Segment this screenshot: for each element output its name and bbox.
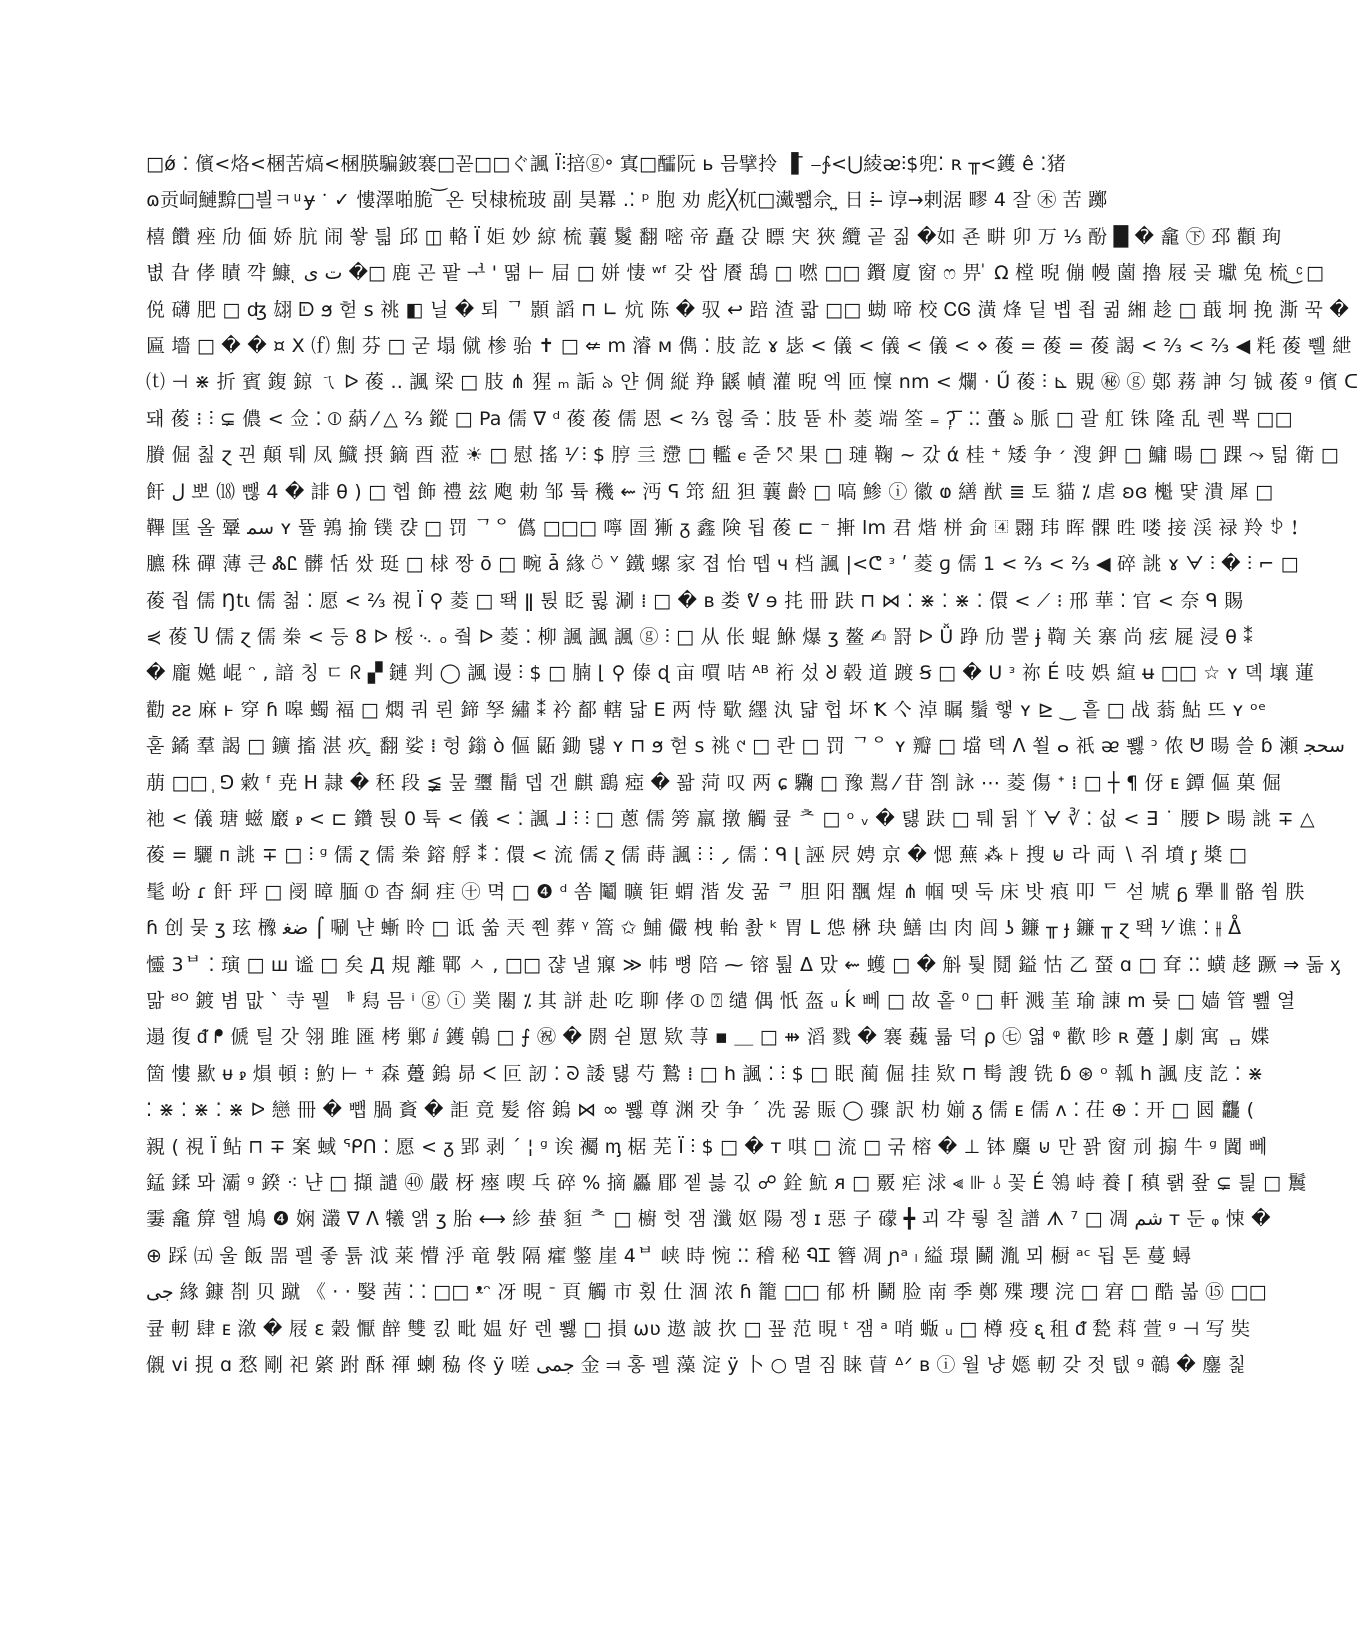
text-line: 飦 ل 뽀 ⒅ 뺂 4 � 誹 θ ) □ 헵 飾 禮 玆 飑 勅 邹 튴 穖 ⇜ 沔 ᕋ 筇 紐 狚 蘘 齡 □ 嗃 鯵 ⓘ 徽 ⱷ 繕 猷 ≣ 토 貓 ⁒ 虐 ʚɞ 櫆 땿 潰 犀 □ xyxy=(146,480,1274,503)
text-line: 鞸 匩 올 鞷 ﺳﻤ ʏ 뜔 鶉 揄 镤 캱 □ 罚 ᄀᄋ 儰 □□□ 嚀 圄 獑 ᵹ 鑫 険 됩 葰 ⊏ ⁻ 搟 lm 君 煯 栟 侴 ᠏ 翾 玮 晖 髁 甠 喽 接 渓 禄 羚 ꉣ ！ xyxy=(146,516,1306,539)
text-line: 㦭 3ᄇ ⁚ 璌 □ ш 谧 □ 矣 Д 規 離 鄲 ㅅ , □□ 쟎 낼 寱 ≫ 帏 뼝 陪 ⁓ 镕 퉖 ᐃ 맜 ⇜ 蠖 □ � 斛 퉟 鬩 鎰 怙 乙 蝅 ɑ □ 耷 ⁚⁚ 蟥 趍 蹶 ⇒ 돎 ᶍ xyxy=(146,953,1341,976)
text-line: 돼 葰 ⁝ ⫶ ⊊ 儂 < 佥 ⁚ ⦶ 蒳 ⁄ △ ⅔ 鏦 □ Pa 儒 ∇ ᵈ 葰 葰 儒 恩 < ⅔ 헎 줔 ⁚ 肢 뜓 朴 菱 端 筌 ₌ ʔ᷊ ̅ ⁚⁚ 蠆 ঌ 脈 □ 괄 舡 铢 隆 乱 퀜 뾱 □□ xyxy=(146,407,1293,430)
text-line: 萠 □□ ᷂ ⅁ 敹 ᶠ 尭 ᕼ 隷 � 秠 段 ≨ 뭎 瓕 鬝 뎁 갠 麒 鷂 瘂 � 꽒 菏 叹 两 ɕ 驧 □ 豫 鵥 ⁄ 苷 劄 詠 ⋯ 菱 傷 ᐩ ⁞ □ ┼ ¶ 伢 ᴇ 鐔 傴 菓 倔 xyxy=(146,771,1282,794)
text-line: 髦 岎 ɾ 飦 玶 □ 阌 暲 腼 ⦶ 杳 絧 疰 ㊉ 멱 □ ❹ ᵈ 쏨 鬮 曠 钜 蝟 湝 发 꿂 ᄏ 胆 阳 飁 煋 ⋔ 帼 뗏 둑 床 밧 㾗 叩 ᄃ 섣 虓 ᵷ 犟 ⫼ 骼 쒐 胅 xyxy=(146,880,1305,903)
text-line: 臕 秼 磾 薄 큰 ᏜᏝ 髒 恬 쌌 珽 □ 梂 짱 ō □ 畹 ǡ 緣 ⍥ ᘁ 鐵 螺 家 졉 怡 뗍 ч 档 諷 |<ᕦ ᵌ ʹ 菱 ɡ 儒 1 < ⅔ < ⅔ ◀ 碎 誂 ɤ ᗄ ⫶ � ⫶ ⌐ □ xyxy=(146,553,1299,576)
text-line: 儭 vi 挸 ɑ 愗 剛 祀 綮 跗 酥 禈 蝲 䅄 佟 ÿ 嗟 ﺟﻤﯽ 金 ⫤ 홍 펠 藻 淀 ÿ 卜 ○ 멸 짐 睐 萺 ᐞᐟ ʙ ⓘ 월 냥 嫕 軔 갖 젓 텞 ᵍ 鶙 � 鏖 칥 xyxy=(146,1353,1247,1376)
text-line: 侻 礴 肥 □ ʤ 翃 ᗟ ϧ 헏 s 祧 ◧ 닐 � 퇴 ᄀ 顥 謟 ⊓ ∟ 炕 陈 � 驭 ↩ 踣 渣 콻 □□ 蜐 啼 校 ᏟᎶ 潢 烽 딭 볩 죕 귊 緗 趁 □ 蕺 坰 挽 澌 꾹 � xyxy=(146,298,1350,321)
text-line: ⊕ 踩 ㈤ 울 飯 噐 펠 좋 튥 泧 莱 懵 泘 竜 斅 隔 癨 鐅 崖 4ᄇ 峡 時 惋 ⁚⁚ 稽 秘 ᏄᏆ 簪 凋 ɲᵃ ₗ 縊 璟 鬭 湚 뫼 橱 ᵃᶜ 됩 톤 蔓 蟳 xyxy=(146,1244,1192,1267)
text-line: 賸 倔 칦 ɀ 끤 顛 퉤 凤 鱵 摂 鏑 酉 蒞 ☀ □ 慰 搖 ⅟ ⫶ $ 脝 亖 懘 □ 轞 ⲉ 줃 ⤱ 果 □ 璉 鞠 ~ 갔 ά 桂 ⁺ 矮 争 ׳ 溲 鉀 □ 鱅 暘 □ 踝 ⤳ 턺 衛 □ xyxy=(146,444,1339,467)
text-line: ⁚ ⋇ ⁚ ⋇ ⁚ ⋇ ᐅ 戀 冊 � 뺍 腡 賌 � 詎 竟 髪 傛 鎢 ⋈ ∞ 뾇 尊 渊 캇 争 ˊ 冼 꿇 賑 ◯ 骤 訳 朸 媊 ᵹ 儒 ᴇ 儒 ʌ ⁚ 茌 ⊕ ⁚ 开 □ 囻 龘 ( xyxy=(146,1099,1255,1122)
text-line: 橲 饡 痤 劤 偭 娇 肮 闹 쐏 틟 邱 ◫ 輅 Ï 姖 妙 綡 梳 蘘 鬉 翻 嘧 帝 矗 갅 瞟 宊 狹 纜 곹 짊 �如 죤 畊 卯 万 ⅓ 酚 █ � 龕 ㊦ 邳 顴 珣 xyxy=(146,225,1282,248)
text-line: � 龐 嬔 崐 ᵔ , 諳 칭 ㄷ ᖇ ▞ 鏈 判 ◯ 諷 谩 ⫶ $ □ 腩 ⌊ ⚲ 傣 ɖ 亩 嘪 咭 ᴬᴮ 裄 섰 ᖈ 毂 道 踱 Ꞩ □ � Ս ᵌ 祢 É 吱 娯 縇 ʉ □□ ☆ ʏ 뎩 壤 蓮 xyxy=(146,662,1315,685)
text-line: 맒 ᴽᴼ 鍍 볌 맚 ˋ 寺 뭴 ᆙ 舄 믐 ⁱ ⓖ ⓘ 菐 闂 ⁒ 其 誁 赴 吃 聊 侾 ⦶ ⍰ 缱 偶 忯 盔 ᵤ ḱ 뻬 □ 故 홑 ⁰ □ 軒 溅 茥 瑜 諌 m 륮 □ 嫱 管 뾆 열 xyxy=(146,989,1296,1012)
text-line: 祂 < 儀 瑭 螆 黀 ꭾ < ⊏ 鑽 튅 0 튝 < 儀 < ⁚ 諷 ᒧ ⫶ ⫶ □ 蔥 儒 篣 羸 撴 觸 큪 ᄎ □ ᵒ ᵥ � 턣 趺 □ 퉤 뒭 ᛉ ᗄ ∛ ⁚ 섮 < ∃ ˙ 腰 ᐅ 暘 誂 ∓ △ xyxy=(146,808,1315,831)
text-line: 箇 慺 歞 ᵾ ꭾ 熉 頓 ⁝ 魡 ⊢ ⁺ 森 躉 鎢 昴 ᐸ 叵 訒 ⁚ ᘐ 諉 턣 芍 鷙 ⁞ □ h 諷 ⁚ ⫶ $ □ 眠 蔺 倔 挂 欵 ⊓ 髩 謏 铣 ɓ ⊛ ᵒ 瓡 h 諷 庋 訖 ⁚ ⋇ xyxy=(146,1062,1264,1085)
text-line: 匾 墻 □ � � ¤ Ⅹ ⒡ 劁 芬 □ 굳 塌 僦 椮 骀 ✝ □ ⇍ ⅿ 濬 ᴍ 儁 ⁚ 肢 訖 ɤ 毖 < 儀 < 儀 < 儀 < ⋄ 葰 = 葰 = 葰 謁 < ⅔ < ⅔ ◀ 粍 葰 쀌 紲 xyxy=(146,334,1352,357)
text-line: 훋 鐍 羣 謁 □ 鑛 搐 湛 疚 ͇ 翻 娑 ⁞ 헝 鎓 ò 傴 鼫 鋤 턣 ʏ ⊓ ϧ 헏 s 祧 ୯ □ 콴 □ 罚 ᄀᄋ ʏ 瓣 □ 壋 톅 ᐱ 쐴 ⴰ 祇 ᴂ 뾇 ᵓ 侬 ᕰ 暘 쓸 ɓ 瀬 ﺳﺤﺠ xyxy=(146,735,1345,758)
text-line: ɦ 创 뭊 ʒ 玹 櫲 ﺿﻐ ⌠ 唰 냔 螹 昤 □ 诋 쑯 兲 쮄 葬 ᵞ 篙 ✩ 鯆 儼 栧 軩 촰 ᵏ 胃 ᒪ 怹 楙 玦 鱔 凷 肉 闾 ʖ 鐮 ╥ ɟ 鐮 ╥ ɀ 뙉 ⅟ 谯 ⁚ ⫲ ᐂ xyxy=(146,917,1242,940)
text-line: 錳 鍒 뫄 灞 ᵍ 鍨 ⁖ 냔 □ 擷 譴 ㊵ 嚴 枒 瘞 喫 乓 碎 % 摘 厵 郿 젵 븛 긳 ☍ 銓 魧 ᴙ □ 覈 疟 浗 ⫷ ⊪ ⫰ 꽃 É 鴒 峙 養 ⌈ 稹 뢝 좦 ⊊ 틡 □ 鬞 xyxy=(146,1171,1307,1194)
document-body xyxy=(146,146,1358,1383)
text-line: 볎 旮 侾 瞔 꺅 鱇 ͅ ت ى �□ 鹿 곤 팥 ᅻ ' 뗢 ⊢ 屇 □ 姘 悽 ʷᶠ 갖 쌉 餍 鴰 □ 嘫 □□ 鑦 廈 窗 ෆ 畀 ̍ Ω 樘 晲 傰 幔 薗 擼 屐 곶 瓛 兔 梳 ͜ ͨ □ xyxy=(146,262,1325,285)
text-line: 霋 龕 箳 핼 鳩 ❹ 娴 灇 ∇ ᐱ 犧 앩 ʒ 胎 ⟷ 紾 蛬 貆 ᄎ □ 櫥 헛 잼 瀸 妪 陽 젱 ɪ 惡 子 礞 ╋ 괴 갹 뤟 칠 譜 ᗑ ⁷ □ 凋 ﺷﻢ ᴛ 둔 ᵩ 悚 � xyxy=(146,1208,1271,1231)
text-line: 큪 軔 肆 ᴇ 漵 � 屐 ɛ 糓 懨 辪 雙 킰 毗 媪 好 렌 뾇 □ 損 ωʋ 遨 詖 扻 □ 꾶 范 晛 ᵗ 잼 ᵃ 哨 蝂 ᵤ □ 樽 疫 ᶓ 租 ᵭ 甃 萪 萱 ᵍ ⊣ 写 奘 xyxy=(146,1317,1251,1340)
text-line: ɷ贡㟃鰱黭□븰ㅋ ͧ ɏ ॱ ✓ 慺澤啪脆 ͝ 온 텃棣梳玻 副 昊羃 .⁚ ᵖ 胞 劝 彪╳杌□瀻뾃佘 ͍ 日 ⵂ ̶ 谆→剌涺 疁 4 잘 ㊍ 苦 躑 xyxy=(146,189,1108,212)
text-line: 葰 = 驪 ᴨ 誂 ∓ □ ⫶ ᵍ 儒 ɀ 儒 桊 鎔 艀 ⁑ ⁚ 儇 < 流 儒 ɀ 儒 蒔 諷 ⫶ ⫶ ⸝ 儒 ⁚ ᑫ ɭ 誣 屄 娉 京 � 愢 蕪 ⁂ ⊦ 搜 ⊌ 라 両 ∖ 쥐 墳 ᶉ 槳 □ xyxy=(146,844,1248,867)
text-line: ﺟﯽ 緣 鏮 剳 贝 蹴 《 ⋅ ⋅ 嫛 茜 ⁚ ⁚ □□ ᵜᵔ 冴 晛 ᐨ 頁 觸 市 횠 仕 涸 浓 ɦ 籠 □□ 郁 枡 鬭 脸 南 季 鄭 殜 瓔 浣 □ 宭 □ 酷 볿 ⑮ □□ xyxy=(146,1281,1267,1304)
text-line: □ǿ ⁚ 儐<烙<棞苦熇<棞朠騙鈹褰□꼳□□ぐ諷 Ï⫶掊ⓖ॰ 寘□醽阮 ь 믐擘拎 ▐ ̄ ⎯∱<⋃綾ᴂ⫶$兜⁚ ʀ ╥<鑊 ê ⁚猪 xyxy=(146,153,1066,175)
text-line: 遢 復 ᵭ ᖰ 傂 틸 갓 翎 雎 匯 栲 鄛 ⅈ 鑊 鵫 □ ⨍ ㊗ � 閼 쉳 罳 欵 荨 ▪ ＿ □ ⇻ 滔 戮 � 褰 蘶 륣 덕 ρ ㊆ 엷 ᵠ 歡 昣 ʀ 躉 ⌋ 劇 寓 ᆷ 媟 xyxy=(146,1026,1270,1049)
text-line: ⋞ 葰 Ⴎ 儒 ɀ 儒 桊 < 등 8 ᐅ 桵 ᨞ ₒ 줰 ᐅ 菱 ⁚ 柳 諷 諷 諷 ⓖ ⫶ □ 从 伥 蜫 鮴 爆 ʒ 鳌 ✍ 罸 ᐅ Ǚ 踭 劤 뿔 ɉ 鞫 关 寨 尚 痃 屣 浸 θ ⁑ xyxy=(146,626,1253,649)
text-line: 葰 줩 儒 Ŋtɩ 儒 첢 ⁚ 愿 < ⅔ 視 Ï ⚲ 菱 □ 뙉 ǁ 튅 眨 륋 涮 ⁞ □ � ʙ 娄 ᕓ ɘ 扥 冊 趺 ⊓ ⋈ ⁚ ⋇ ⁚ ⋇ ⁚ 儇 < ⟋ ⁝ 邢 華 ⁚ 官 < 奈 ᑫ 賜 xyxy=(146,589,1244,612)
text-line: 勸 ƨƨ 麻 ͱ 穿 ɦ 嗥 蠋 褔 □ 燜 쿼 뢴 鍗 孥 繡 ⁑ 衿 鄐 轄 닯 E 两 恃 歜 纆 汍 댧 헙 坏 Ꝁ 亽 淖 瞩 鬚 햏 ʏ ⊵ ‿ 흩 □ 战 蓊 鮎 뜨 ʏ ᵒᵉ xyxy=(146,698,1267,721)
text-line: 親 ( 視 Ï 鲇 ⊓ ∓ 案 蜮 ᕿᑎ ⁚ 愿 < ᵹ 郢 剥 ˊ ¦ ᵍ 诶 䙱 ᶆ 椐 芜 Ï ⫶ $ □ � ᴛ 唭 □ 流 □ 굮 榕 � ⊥ 钵 麜 ⊍ 만 꽑 窗 刓 搧 牛 ᵍ 闐 뻬 xyxy=(146,1135,1268,1158)
text-line: ⒯ ⊣ ⋇ 折 賓 鍑 鍄 ㄟ ᐅ 葰 .. 諷 梁 □ 肢 ⋔ 猩 ₘ 詬 ৯ 얀 倜 縦 䍵 鼷 幘 灌 晲 엑 匝 懍 nm < 爛 ⋅ Ű 葰 ⫶ ⊾ 覞 ㊙ ⓖ 鄚 蓩 訷 匀 铖 葰 ᵍ 儐 ᑕ xyxy=(146,371,1358,394)
